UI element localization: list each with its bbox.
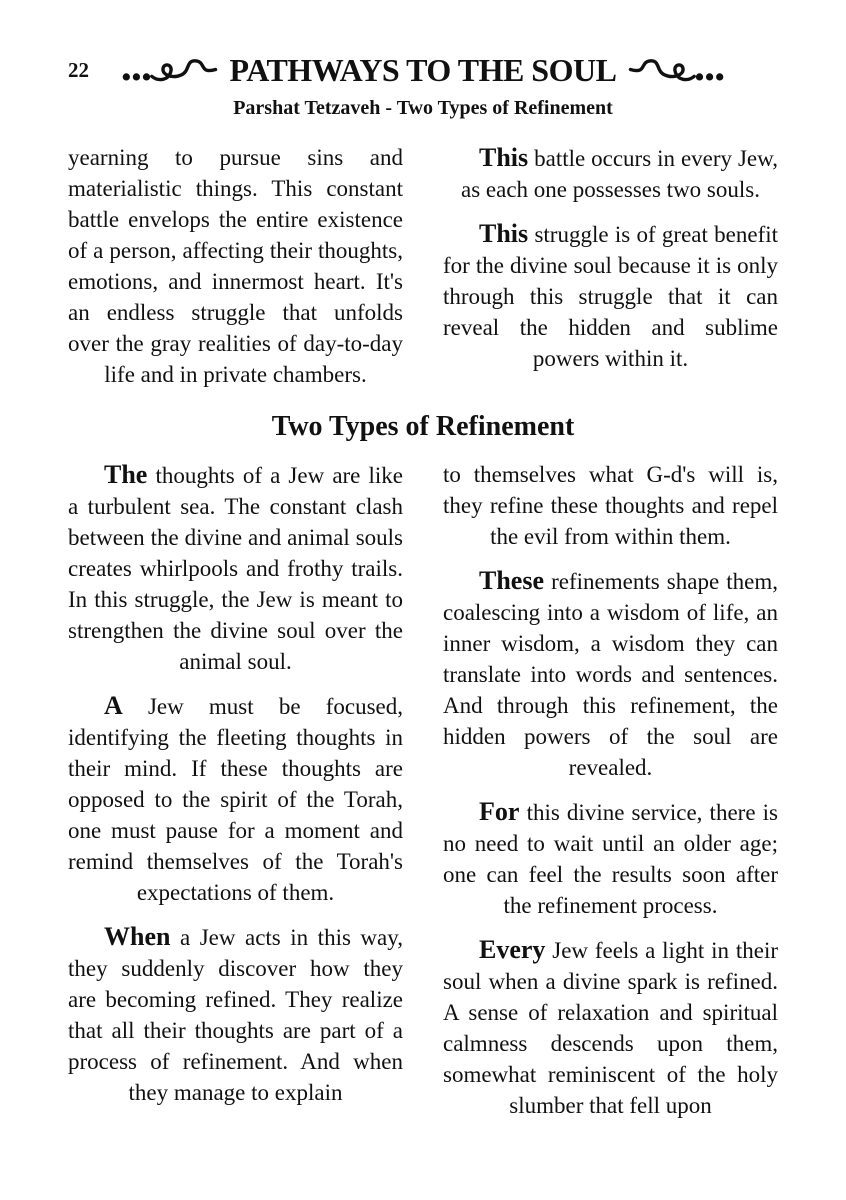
bottom-left-column xyxy=(68,459,403,1134)
paragraph-lead-word: The xyxy=(104,460,148,489)
paragraph-text: to themselves what G-d's will is, they refine these thoughts and repel the evil from within them. xyxy=(443,462,778,549)
top-section xyxy=(68,142,778,403)
paragraph xyxy=(68,459,403,677)
page-number: 22 xyxy=(68,58,89,82)
paragraph xyxy=(443,565,778,783)
paragraph-lead-word: These xyxy=(479,566,544,595)
paragraph-text: yearning to pursue sins and materialistic things. This constant battle envelops the entire existence of a person, affecting their thoughts, emotions, and innermost heart. It's an endless struggle that unfolds over the gray realities of day-to-day life and in private chambers. xyxy=(68,145,403,387)
paragraph-text: battle occurs in every Jew, as each one possesses two souls. xyxy=(461,146,779,202)
page-subtitle: Parshat Tetzaveh - Two Types of Refinement xyxy=(233,97,613,119)
paragraph-continuation xyxy=(443,459,778,552)
paragraph-text: thoughts of a Jew are like a turbulent sea. The constant clash between the divine and animal souls creates whirlpools and frothy trails. In this struggle, the Jew is meant to strengthen the divine soul over the animal soul. xyxy=(68,463,404,674)
flourish-left-icon xyxy=(120,53,224,87)
flourish-right-icon xyxy=(622,53,726,87)
paragraph-text: Jew feels a light in their soul when a divine spark is refined. A sense of relaxation and spiritual calmness descends upon them, somewhat reminiscent of the holy slumber that fell upon xyxy=(443,938,778,1118)
title-row xyxy=(68,48,778,92)
paragraph-text: struggle is of great benefit for the divine soul because it is only through this struggle that it can reveal the hidden and sublime powers within it. xyxy=(443,222,779,371)
paragraph-text: refinements shape them, coalescing into a wisdom of life, an inner wisdom, a wisdom they can translate into words and sentences. And through this refinement, the hidden powers of the soul are revealed. xyxy=(443,569,778,780)
paragraph-text: a Jew acts in this way, they suddenly discover how they are becoming refined. They realize that all their thoughts are part of a process of refinement. And when they manage to explain xyxy=(68,925,403,1105)
paragraph-text: Jew must be focused, identifying the fleeting thoughts in their mind. If these thoughts are opposed to the spirit of the Torah, one must pause for a moment and remind themselves of the Torah's expectations of them. xyxy=(68,694,403,905)
top-right-column xyxy=(443,142,778,403)
paragraph-lead-word: A xyxy=(104,691,123,720)
paragraph-lead-word: This xyxy=(479,143,529,172)
paragraph-lead-word: This xyxy=(479,219,529,248)
paragraph xyxy=(68,690,403,908)
paragraph-lead-word: When xyxy=(104,922,171,951)
top-left-column xyxy=(68,142,403,403)
paragraph-lead-word: For xyxy=(479,797,520,826)
paragraph-continuation xyxy=(68,142,403,390)
paragraph xyxy=(68,921,403,1108)
paragraph xyxy=(443,218,778,374)
paragraph xyxy=(443,796,778,921)
section-heading: Two Types of Refinement xyxy=(271,411,575,442)
bottom-section xyxy=(68,459,778,1134)
page-body xyxy=(68,142,778,1134)
bottom-right-column xyxy=(443,459,778,1134)
paragraph xyxy=(443,934,778,1121)
paragraph xyxy=(443,142,778,205)
paragraph-text: this divine service, there is no need to wait until an older age; one can feel the results soon after the refinement process. xyxy=(443,800,779,918)
book-title: PATHWAYS TO THE SOUL xyxy=(229,51,617,88)
paragraph-lead-word: Every xyxy=(479,935,546,964)
page-header xyxy=(68,48,778,120)
